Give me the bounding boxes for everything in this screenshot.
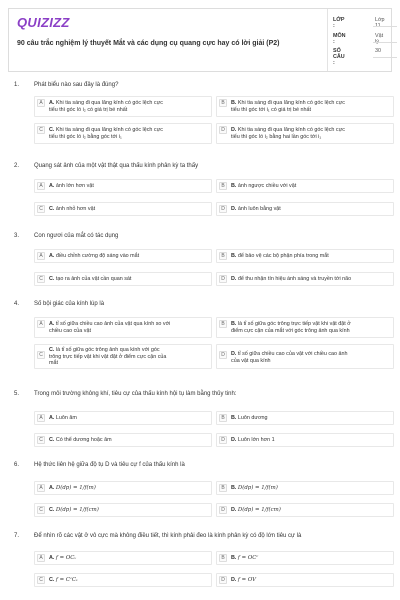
option-d[interactable] — [216, 272, 394, 286]
worksheet-header — [8, 8, 392, 72]
option-letter: C — [37, 275, 45, 283]
option-bold: A. — [49, 183, 55, 189]
option-d[interactable] — [216, 344, 394, 369]
option-bold: A. — [49, 415, 55, 421]
option-bold: A. — [49, 253, 55, 259]
option-bold: B. — [231, 415, 237, 421]
option-c[interactable] — [34, 503, 212, 517]
option-b[interactable] — [216, 96, 394, 117]
quizizz-logo: QUIZIZZ — [17, 15, 70, 30]
option-bold: B. — [231, 100, 237, 106]
option-c[interactable] — [34, 573, 212, 587]
option-letter: A — [37, 182, 45, 190]
question-number: 1. — [14, 82, 20, 88]
option-bold: B. — [231, 485, 237, 491]
option-letter: D — [219, 576, 227, 584]
option-a[interactable] — [34, 317, 212, 338]
option-bold: D. — [231, 507, 237, 513]
option-c[interactable] — [34, 433, 212, 447]
option-c[interactable] — [34, 344, 212, 369]
option-c[interactable] — [34, 202, 212, 216]
option-b[interactable] — [216, 179, 394, 193]
option-b[interactable] — [216, 317, 394, 338]
option-letter: B — [219, 414, 227, 422]
option-d[interactable] — [216, 503, 394, 517]
option-line: điều chỉnh cường độ sáng vào mắt — [55, 253, 140, 259]
question-number: 4. — [14, 301, 20, 307]
option-line: ảnh ngược chiều với vật — [237, 183, 297, 189]
option-bold: C. — [49, 507, 55, 513]
option-line: là tỉ số giữa góc trông trực tiếp vật khi vật đặt ở — [237, 321, 351, 327]
option-line: tiểu thì góc ló i₂ bằng hai lần góc tới i₁ — [231, 133, 322, 140]
meta-underline — [373, 26, 397, 27]
option-bold: C. — [49, 347, 55, 353]
option-line: để bảo vệ các bộ phận phía trong mắt — [237, 253, 329, 259]
meta-subject-label: MÔN : — [333, 33, 346, 45]
option-letter: B — [219, 320, 227, 328]
option-bold: D. — [231, 206, 237, 212]
option-line: Luôn dương — [237, 415, 268, 421]
option-bold: A. — [49, 321, 55, 327]
option-letter: A — [37, 554, 45, 562]
question-number: 2. — [14, 163, 20, 169]
option-a[interactable] — [34, 411, 212, 425]
option-c[interactable] — [34, 272, 212, 286]
option-bold: B. — [231, 555, 237, 561]
option-letter: B — [219, 484, 227, 492]
option-bold: B. — [231, 183, 237, 189]
question-number: 5. — [14, 391, 20, 397]
page-title: 90 câu trắc nghiệm lý thuyết Mắt và các dụng cụ quang cực hay có lời giải (P2) — [17, 40, 280, 47]
option-d[interactable] — [216, 202, 394, 216]
option-a[interactable] — [34, 551, 212, 565]
option-bold: A. — [49, 555, 55, 561]
formula: f = OV — [237, 577, 257, 583]
option-line: tỉ số giữa chiều cao của vật với chiều cao ảnh — [237, 351, 348, 357]
option-bold: C. — [49, 577, 55, 583]
option-bold: C. — [49, 127, 55, 133]
option-letter: D — [219, 436, 227, 444]
option-letter: A — [37, 252, 45, 260]
option-line: là tỉ số giữa góc trông ảnh qua kính với góc — [55, 347, 160, 353]
option-letter: B — [219, 252, 227, 260]
option-a[interactable] — [34, 481, 212, 495]
option-letter: B — [219, 99, 227, 107]
option-line: tạo ra ảnh của vật cần quan sát — [55, 276, 132, 282]
option-bold: D. — [231, 127, 237, 133]
option-bold: D. — [231, 437, 237, 443]
option-letter: C — [37, 506, 45, 514]
option-letter: B — [219, 554, 227, 562]
option-a[interactable] — [34, 249, 212, 263]
option-line: Khi tia sáng đi qua lăng kính có góc lệch cực — [237, 100, 345, 106]
question-text: Phát biểu nào sau đây là đúng? — [34, 82, 119, 88]
option-line: tiểu thì góc ló i₂ bằng góc tới i₁ — [49, 133, 122, 140]
meta-underline — [373, 42, 397, 43]
formula: D(dp) = 1/f(m) — [55, 485, 96, 491]
option-bold: B. — [231, 253, 237, 259]
formula: D(dp) = 1/f(cm) — [237, 507, 281, 513]
option-line: Có thể dương hoặc âm — [55, 437, 112, 443]
question-text: Con ngươi của mắt có tác dụng — [34, 233, 119, 239]
option-letter: C — [37, 205, 45, 213]
option-bold: C. — [49, 437, 55, 443]
option-line: ảnh lớn hơn vật — [55, 183, 94, 189]
question-number: 7. — [14, 533, 20, 539]
option-d[interactable] — [216, 433, 394, 447]
option-line: để thu nhận tín hiệu ánh sáng và truyền tới não — [237, 276, 352, 282]
option-letter: C — [37, 436, 45, 444]
question-number: 3. — [14, 233, 20, 239]
option-bold: B. — [231, 321, 237, 327]
option-bold: D. — [231, 577, 237, 583]
meta-class-label: LỚP : — [333, 17, 345, 29]
option-letter: D — [219, 351, 227, 359]
option-letter: D — [219, 506, 227, 514]
question-text: Trong môi trường không khí, tiêu cự của thấu kính hội tụ làm bằng thủy tinh: — [34, 391, 237, 397]
option-line: tỉ số giữa chiều cao ảnh của vật qua kính so với — [55, 321, 171, 327]
option-a[interactable] — [34, 179, 212, 193]
option-letter: A — [37, 414, 45, 422]
question-number: 6. — [14, 462, 20, 468]
meta-count-label: SỐ CÂU : — [333, 48, 345, 66]
option-line: Khi tia sáng đi qua lăng kính có góc lệch cực — [237, 127, 345, 133]
option-letter: D — [219, 205, 227, 213]
question-text: Hệ thức liên hệ giữa độ tụ D và tiêu cự f của thấu kính là — [34, 462, 185, 468]
option-a[interactable] — [34, 96, 212, 117]
option-bold: A. — [49, 100, 55, 106]
option-b[interactable] — [216, 481, 394, 495]
option-line: ảnh luôn bằng vật — [237, 206, 281, 212]
option-line: Khi tia sáng đi qua lăng kính có góc lệch cực — [55, 100, 163, 106]
option-b[interactable] — [216, 249, 394, 263]
question-text: Quang sát ảnh của một vật thật qua thấu kính phân kỳ ta thấy — [34, 163, 199, 169]
question-text: Để nhìn rõ các vật ở vô cực mà không điều tiết, thì kính phải đeo là kính phân kỳ có độ lớn tiêu cự là — [34, 533, 302, 539]
option-line: tiểu thì góc tới i₁ có giá trị bé nhất — [231, 106, 311, 113]
option-letter: B — [219, 182, 227, 190]
option-line: Khi tia sáng đi qua lăng kính có góc lệch cực — [55, 127, 163, 133]
meta-underline — [373, 57, 397, 58]
option-d[interactable] — [216, 123, 394, 144]
formula: f = OCᶜ — [237, 555, 259, 561]
option-b[interactable] — [216, 411, 394, 425]
option-c[interactable] — [34, 123, 212, 144]
option-line: ảnh nhỏ hơn vật — [55, 206, 96, 212]
option-line: Luôn lớn hơn 1 — [237, 437, 275, 443]
option-bold: C. — [49, 276, 55, 282]
option-line: điểm cực cận của mắt với góc trông ảnh qua kính — [231, 327, 350, 334]
question-text: Số bội giác của kính lúp là — [34, 301, 105, 307]
option-b[interactable] — [216, 551, 394, 565]
formula: f = CᶜCᵥ — [55, 577, 79, 583]
option-line: tiểu thì góc ló i₂ có giá trị bé nhất — [49, 106, 128, 113]
option-letter: D — [219, 126, 227, 134]
meta-count-value: 30 — [375, 48, 381, 54]
option-bold: C. — [49, 206, 55, 212]
option-letter: C — [37, 351, 45, 359]
option-letter: C — [37, 576, 45, 584]
option-letter: A — [37, 484, 45, 492]
option-line: của vật qua kính — [231, 357, 271, 364]
option-letter: D — [219, 275, 227, 283]
formula: D(dp) = 1/f(cm) — [55, 507, 99, 513]
meta-subject-value: Vật — [375, 33, 384, 39]
meta-class-value: Lớp — [375, 17, 385, 23]
option-bold: D. — [231, 351, 237, 357]
option-bold: A. — [49, 485, 55, 491]
option-line: trông trực tiếp vật khi vật đặt ở điểm cực cận của — [49, 353, 167, 360]
option-bold: D. — [231, 276, 237, 282]
formula: f = OCᵥ — [55, 555, 77, 561]
option-letter: A — [37, 320, 45, 328]
option-line: mắt — [49, 360, 58, 367]
option-line: chiều cao của vật — [49, 327, 91, 334]
option-line: Luôn âm — [55, 415, 77, 421]
formula: D(dp) = 1/f(m) — [237, 485, 278, 491]
option-letter: A — [37, 99, 45, 107]
option-letter: C — [37, 126, 45, 134]
header-divider — [327, 9, 328, 71]
option-d[interactable] — [216, 573, 394, 587]
